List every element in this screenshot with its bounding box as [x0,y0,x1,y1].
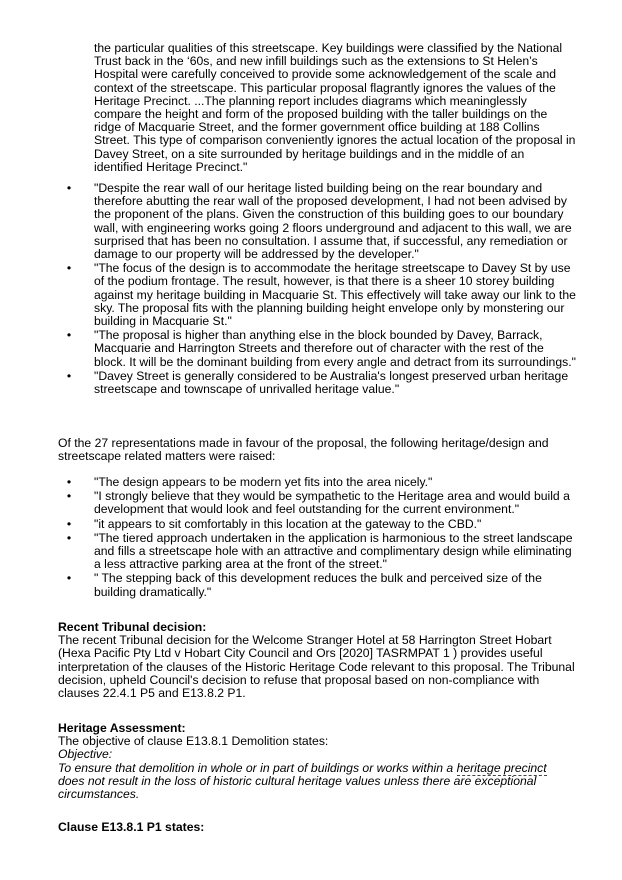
clause-heading: Clause E13.8.1 P1 states: [58,820,205,834]
list-item: • "The proposal is higher than anything else in the block bounded by Davey, Barrack, Macquarie and Harrington Streets and therefore out of character with the rest of the block. It will be the dominant building from every angle and detract from its surroundings." [58,329,576,369]
bullet-icon: • [66,475,72,489]
list-item: • "The focus of the design is to accommodate the heritage streetscape to Davey St by use of the podium frontage. The result, however, is that there is a sheer 10 storey building against my heritage building in Macquarie St. This effectively will take away our link to the sky. The proposal fits with the planning building height envelope only by monstering our building in Macquarie St." [58,262,576,328]
favour-intro-paragraph: Of the 27 representations made in favour of the proposal, the following heritage/design and streetscape related matters were raised: [58,436,549,464]
list-item: • "I strongly believe that they would be sympathetic to the Heritage area and would build a development that would look and feel outstanding for the current environment." [58,490,576,516]
bullet-icon: • [66,571,72,586]
intro-paragraph: the particular qualities of this streetscape. Key buildings were classified by the National Trust back in the ‘60s, and new infill buildings such as the extensions to St Helen’s Hospital were carefully conceived to provide some acknowledgement of the scale and context of the streetscape. This particular proposal flagrantly ignores the values of the Heritage Precinct. ...The planning report includes diagrams which meaninglessly compare the height and form of the proposed building with the taller buildings on the ridge of Macquarie Street, and the former government office building at 188 Collins Street. This type of comparison conveniently ignores the actual location of the proposal in Davey Street, on a site surrounded by heritage buildings and in the middle of an identified Heritage Precinct." [94,41,576,174]
assessment-line: The objective of clause E13.8.1 Demolition states: [58,734,329,749]
bullet-icon: • [66,261,72,276]
bullet-icon: • [66,328,72,343]
tribunal-paragraph: The recent Tribunal decision for the Welcome Stranger Hotel at 58 Harrington Street Hobart (Hexa Pacific Pty Ltd v Hobart City Council and Ors [2020] TASRMPAT 1 ) provides useful interpretation of the clauses of the Historic Heritage Code relevant to this proposal. The Tribunal decision, upheld Council's decision to refuse that proposal based on non-compliance with clauses 22.4.1 P5 and E13.8.2 P1. [58,633,575,701]
bullet-icon: • [66,530,72,545]
bullet-icon: • [66,368,72,383]
bullet-icon: • [66,516,72,531]
list-item: • "The tiered approach undertaken in the application is harmonious to the street landscape and fills a streetscape hole with an attractive and complimentary design while eliminating a less attractive parking area at the front of the street." [58,532,576,572]
list-item: • "Despite the rear wall of our heritage listed building being on the rear boundary and therefore abutting the rear wall of the proposed development, I had not been advised by the proponent of the plans. Given the construction of this building goes to our boundary wall, with engineering works going 2 floors underground and adjacent to this wall, we are surprised that has been no consultation. I assume that, if successful, any remediation or damage to our property will be addressed by the developer." [58,182,576,261]
heritage-assessment-section [58,722,576,801]
objective-label: Objective: [58,747,113,762]
list-item: • "Davey Street is generally considered to be Australia's longest preserved urban heritage streetscape and townscape of unrivalled heritage value." [58,370,576,396]
bullet-icon: • [66,181,72,195]
tribunal-section [58,621,576,700]
objective-text: To ensure that demolition in whole or in part of buildings or works within a heritage precinct does not result in the loss of historic cultural heritage values unless there are exceptional circumstances. [58,760,547,802]
list-item: • "The design appears to be modern yet fits into the area nicely." [58,476,576,489]
heritage-precinct-term: heritage precinct [456,760,547,775]
list-item: • " The stepping back of this development reduces the bulk and perceived size of the building dramatically." [58,572,576,598]
bullet-icon: • [66,489,72,504]
favour-list [58,476,576,600]
list-item: • "it appears to sit comfortably in this location at the gateway to the CBD." [58,518,576,531]
against-list [58,182,576,397]
section-heading: Recent Tribunal decision: [58,620,207,634]
section-heading: Heritage Assessment: [58,721,186,735]
